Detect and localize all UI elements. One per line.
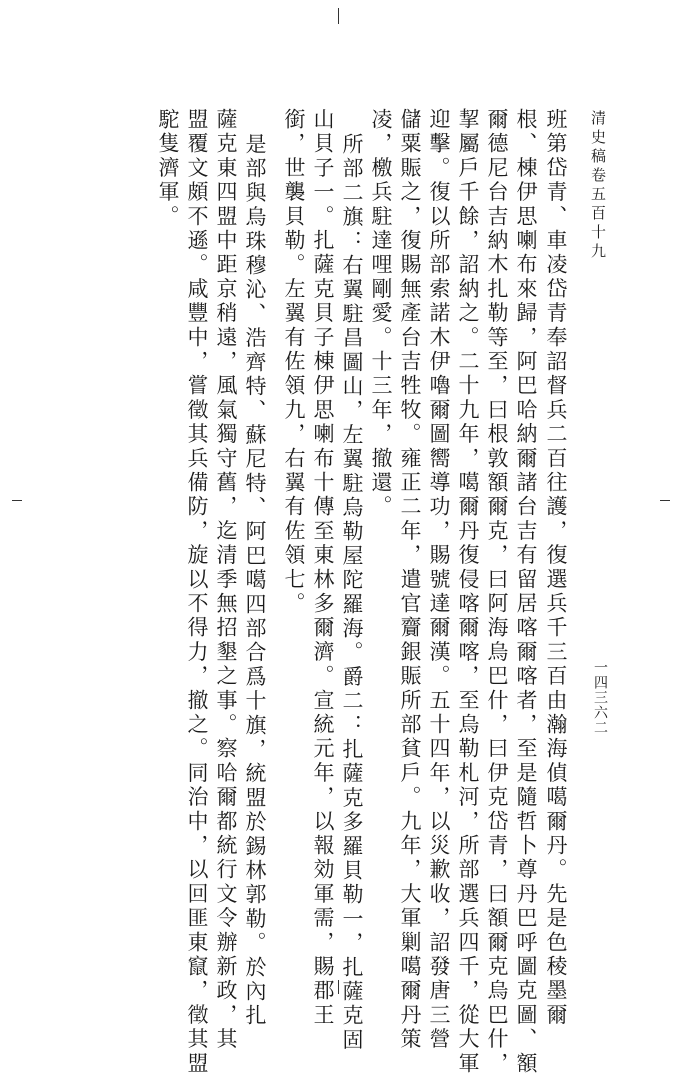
text-column-11: 是部與烏珠穆沁、浩齊特、蘇尼特、阿巴噶四部合爲十旗，統盟於錫林郭勒。於內扎 [243,133,267,1029]
text-column-14: 駝隻濟軍。 [156,108,180,229]
text-column-5: 迎擊。復以所部索諾木伊嚕爾圖嚮導功，賜號達爾漢。五十四年，以災歉收，詔發唐三營 [427,108,451,1052]
text-column-10: 銜，世襲貝勒。左翼有佐領九，右翼有佐領七。 [282,108,306,617]
text-column-6: 儲粟賑之，復賜無產台吉牲牧。雍正二年，遣官齎銀賑所部貧戶。九年，大軍剿噶爾丹策 [398,108,422,1052]
running-title: 清史稿卷五百十九 [589,110,607,262]
margin-mark [338,8,339,24]
margin-mark [12,500,22,501]
text-column-7: 凌，檄兵駐達哩剛愛。十三年，撤還。 [369,108,393,520]
text-column-3: 爾德尼台吉納木扎勒等至，曰根敦額爾克，曰阿海烏巴什，曰伊克岱青，曰額爾克烏巴什， [485,108,509,1076]
text-column-2: 根、棟伊思喇布來歸，阿巴哈納爾諸台吉有留居喀爾喀者，至是隨哲卜尊丹巴呼圖克圖、額 [514,108,538,1076]
text-column-1: 班第岱青、車凌岱青奉詔督兵二百往護，復選兵千三百由瀚海偵噶爾丹。先是色稜墨爾 [544,108,568,1028]
page-number: 一四三六二 [592,660,608,735]
text-column-4: 挈屬戶千餘，詔納之。二十九年，噶爾丹復侵喀爾喀，至烏勒札河，所部選兵四千，從大軍 [456,108,480,1076]
text-column-9: 山貝子一。扎薩克貝子棟伊思喇布十傳至東林多爾濟。宣統元年，以報効軍需，賜郡王 [311,108,335,1028]
margin-mark [660,500,670,501]
margin-mark [338,980,339,994]
text-column-8: 所部二旗：右翼駐昌圖山，左翼駐烏勒屋陀羅海。爵二：扎薩克多羅貝勒一，扎薩克固 [340,133,364,1053]
text-column-12: 薩克東四盟中距京稍遠，風氣獨守舊，迄清季無招墾之事。察哈爾都統行文令辦新政，其 [214,108,238,1052]
text-column-13: 盟覆文頗不遜。咸豐中，嘗徵其兵備防，旋以不得力，撤之。同治中，以回匪東竄，徵其盟 [185,108,209,1076]
